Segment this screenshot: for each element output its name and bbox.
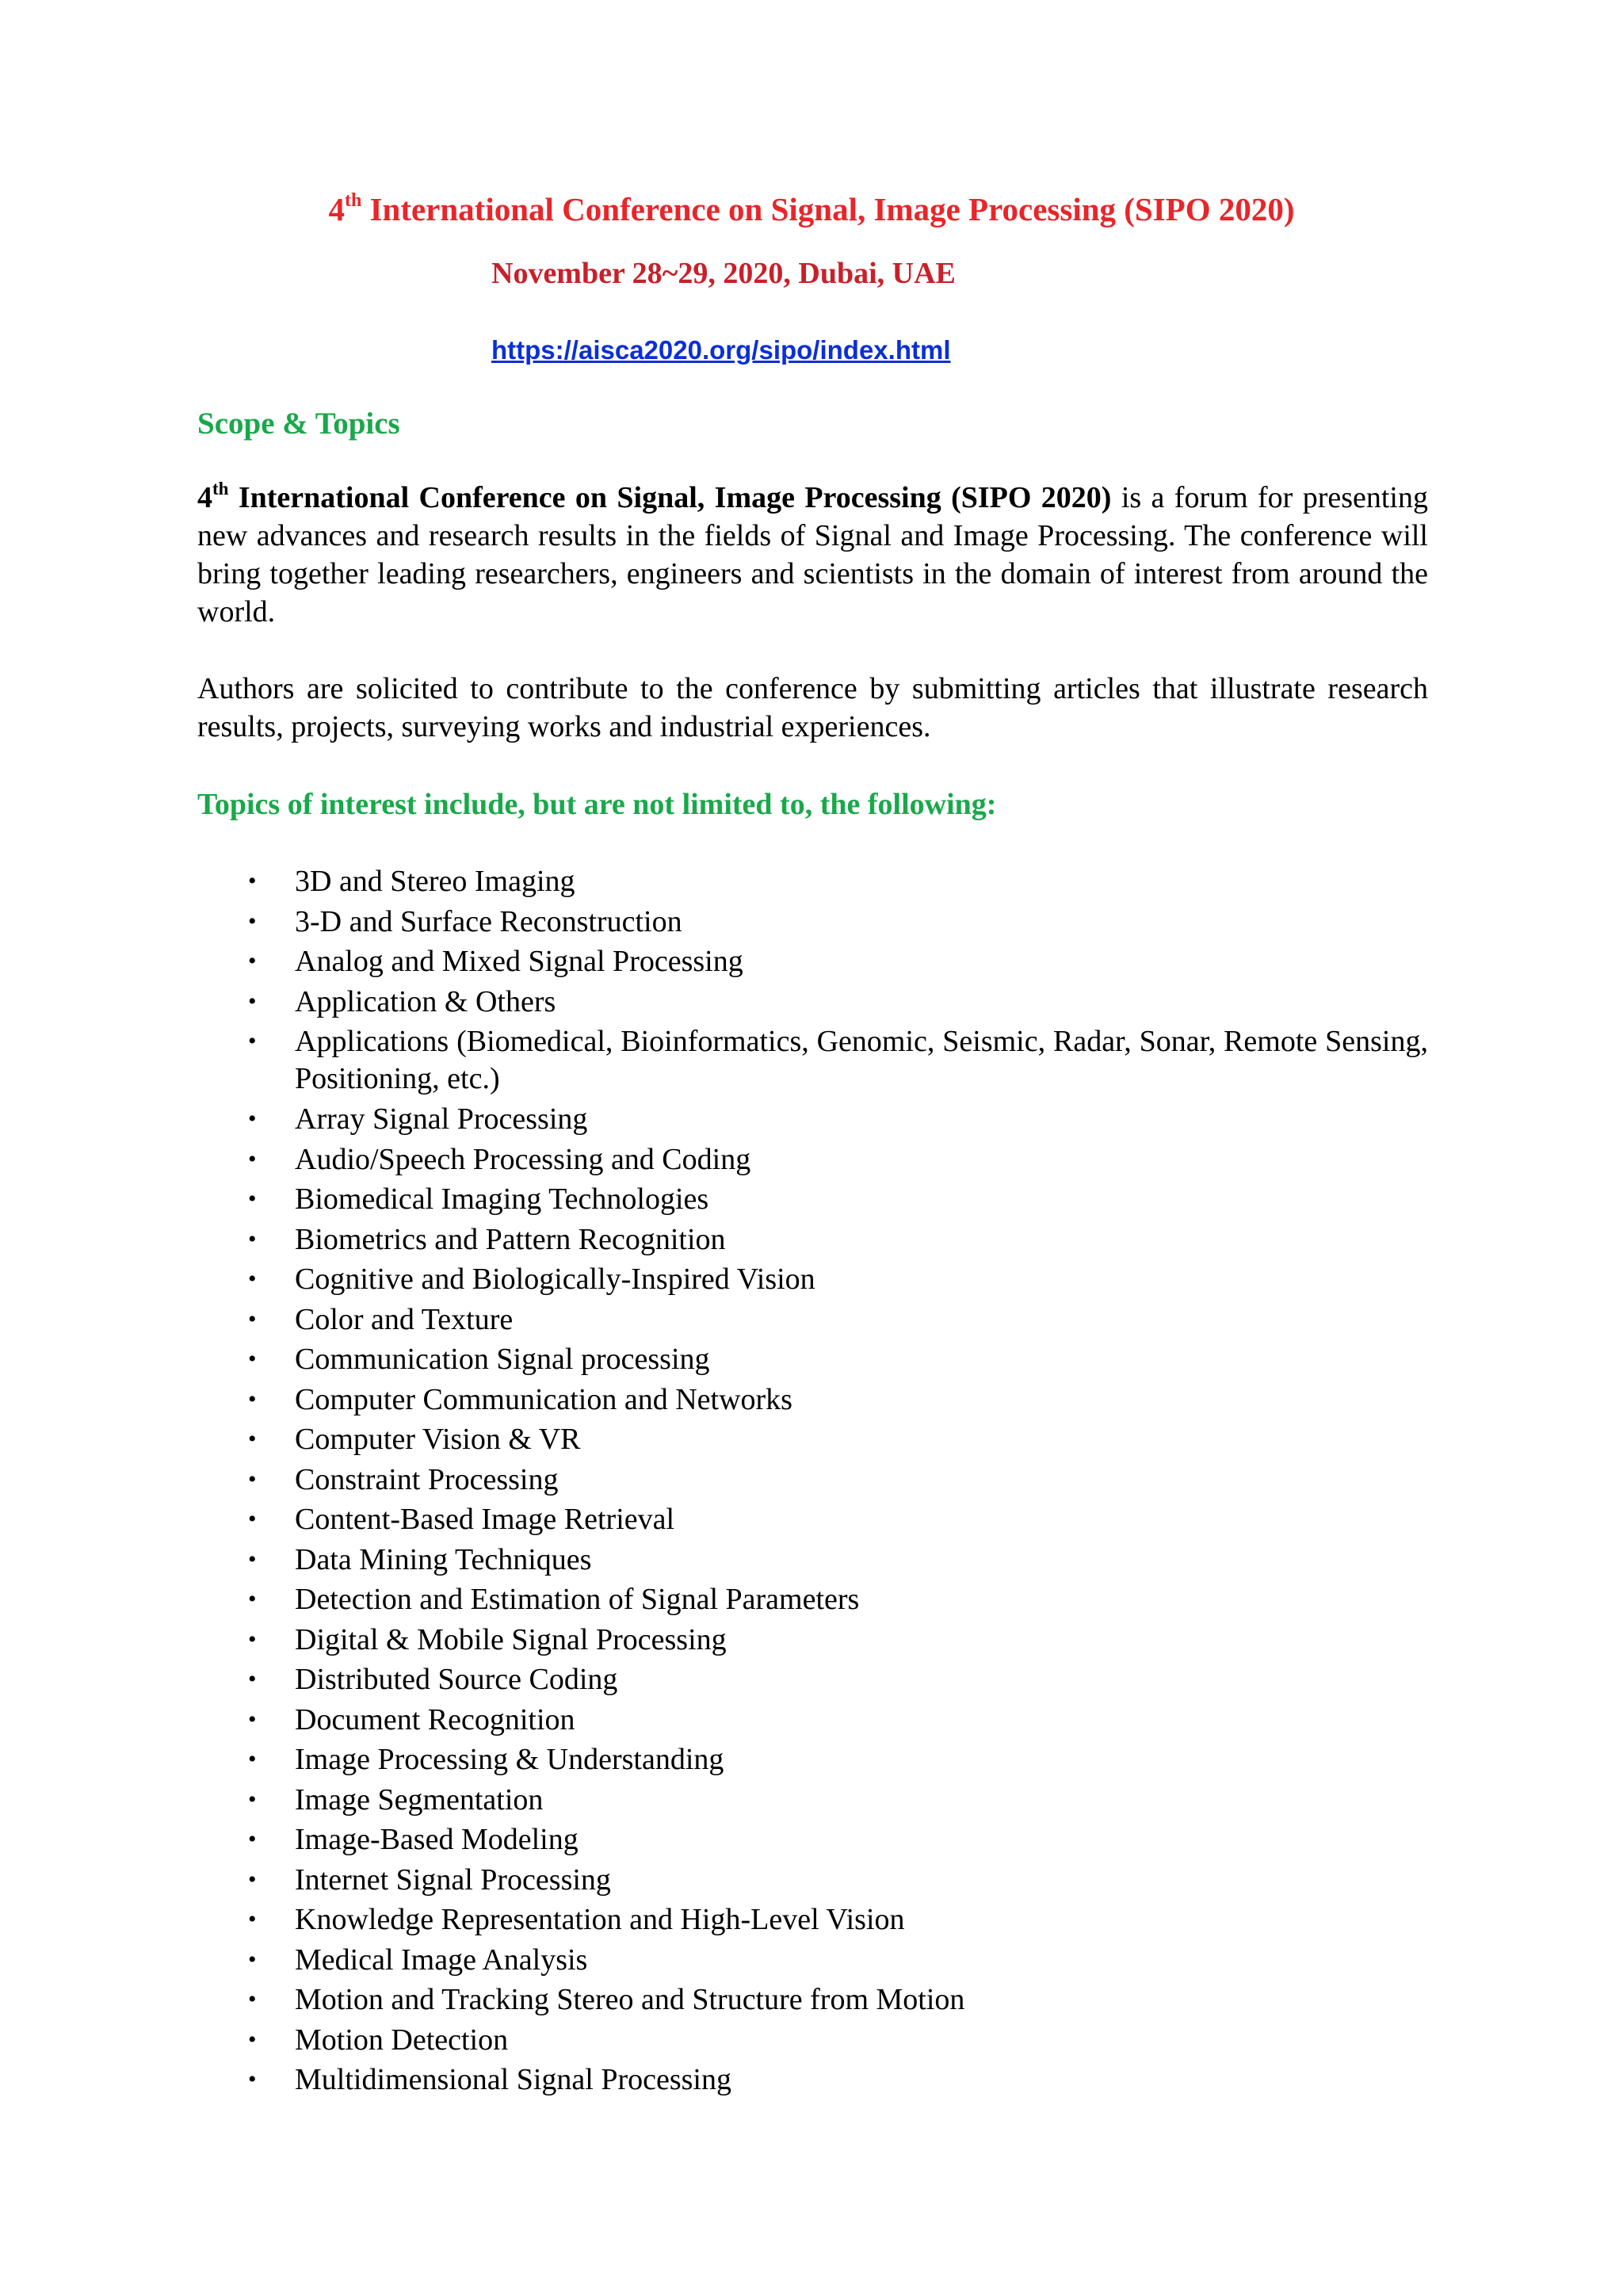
topic-item	[197, 1940, 1428, 1981]
topic-item	[197, 1339, 1428, 1380]
topic-text: Constraint Processing	[295, 1462, 559, 1496]
bullet-icon: •	[248, 907, 257, 934]
bullet-icon: •	[248, 1465, 257, 1492]
topic-item	[197, 1820, 1428, 1860]
intro-title-text: International Conference on Signal, Image Processing (SIPO 2020)	[228, 481, 1112, 514]
bullet-icon: •	[248, 1666, 257, 1692]
topic-text: 3D and Stereo Imaging	[295, 865, 575, 898]
topic-text: Application & Others	[295, 984, 556, 1018]
bullet-icon: •	[248, 1946, 257, 1973]
bullet-icon: •	[248, 1106, 257, 1132]
bullet-icon: •	[248, 1346, 257, 1372]
bullet-icon: •	[248, 2066, 257, 2092]
topic-text: Biometrics and Pattern Recognition	[295, 1222, 726, 1256]
topic-text: Image-Based Modeling	[295, 1823, 579, 1856]
topic-text: 3-D and Surface Reconstruction	[295, 904, 682, 938]
bullet-icon: •	[248, 988, 257, 1014]
topic-item	[197, 942, 1428, 982]
bullet-icon: •	[248, 1746, 257, 1772]
topic-item	[197, 1300, 1428, 1340]
bullet-icon: •	[248, 868, 257, 894]
topics-list	[197, 861, 1428, 2100]
topic-item	[197, 1460, 1428, 1500]
intro-text: is a forum for presenting new advances and research results in the fields of Signal and Image Processing. The conference will bring together leading researchers, engineers and scientists in the domain of interest from around the world.	[197, 481, 1428, 628]
topic-text: Motion and Tracking Stereo and Structure from Motion	[295, 1983, 965, 2016]
topic-text: Color and Texture	[295, 1302, 514, 1336]
topic-text: Computer Vision & VR	[295, 1423, 581, 1456]
topic-item	[197, 1022, 1428, 1099]
topic-text: Medical Image Analysis	[295, 1943, 588, 1977]
topic-item	[197, 1179, 1428, 1220]
topic-item	[197, 1620, 1428, 1660]
bullet-icon: •	[248, 1706, 257, 1733]
bullet-icon: •	[248, 1826, 257, 1852]
title-superscript: th	[344, 190, 362, 211]
topic-item	[197, 1780, 1428, 1820]
bullet-icon: •	[248, 1626, 257, 1652]
topic-text: Audio/Speech Processing and Coding	[295, 1142, 751, 1176]
topic-text: Array Signal Processing	[295, 1102, 588, 1136]
topic-text: Document Recognition	[295, 1702, 575, 1736]
topic-text: Content-Based Image Retrieval	[295, 1503, 675, 1536]
topic-text: Digital & Mobile Signal Processing	[295, 1622, 727, 1656]
topic-text: Computer Communication and Networks	[295, 1382, 792, 1416]
topic-item	[197, 2020, 1428, 2061]
topic-text: Analog and Mixed Signal Processing	[295, 945, 743, 978]
topic-item	[197, 1499, 1428, 1540]
bullet-icon: •	[248, 1866, 257, 1893]
bullet-icon: •	[248, 1385, 257, 1412]
topic-item	[197, 2060, 1428, 2100]
intro-paragraph	[197, 479, 1428, 631]
conference-title	[0, 190, 1623, 228]
bullet-icon: •	[248, 1786, 257, 1813]
conference-date-location: November 28~29, 2020, Dubai, UAE	[491, 257, 956, 290]
topic-item	[197, 1380, 1428, 1420]
bullet-icon: •	[248, 1986, 257, 2012]
bullet-icon: •	[248, 1028, 257, 1054]
topic-text: Applications (Biomedical, Bioinformatics, Genomic, Seismic, Radar, Sonar, Remote Sensing, Positioning, etc.)	[295, 1025, 1428, 1095]
intro-title-number: 4	[197, 481, 212, 514]
topic-item	[197, 1540, 1428, 1580]
topic-item	[197, 861, 1428, 902]
topic-text: Distributed Source Coding	[295, 1663, 618, 1696]
bullet-icon: •	[248, 1426, 257, 1452]
authors-paragraph: Authors are solicited to contribute to the conference by submitting articles that illustrate research results, projects, surveying works and industrial experiences.	[197, 672, 1428, 743]
topic-item	[197, 1980, 1428, 2020]
topic-item	[197, 1259, 1428, 1300]
topics-heading: Topics of interest include, but are not limited to, the following:	[197, 788, 997, 821]
topic-item	[197, 1140, 1428, 1180]
bullet-icon: •	[248, 1186, 257, 1212]
topic-item	[197, 1740, 1428, 1780]
bullet-icon: •	[248, 1506, 257, 1532]
scope-heading: Scope & Topics	[197, 407, 400, 441]
conference-url-link[interactable]: https://aisca2020.org/sipo/index.html	[491, 335, 951, 365]
topic-item	[197, 1419, 1428, 1460]
topic-text: Image Processing & Understanding	[295, 1743, 724, 1776]
topic-text: Image Segmentation	[295, 1782, 544, 1817]
topic-item	[197, 1099, 1428, 1140]
topic-item	[197, 1700, 1428, 1740]
topic-text: Knowledge Representation and High-Level Vision	[295, 1903, 905, 1936]
intro-bold-title	[197, 481, 1111, 514]
topic-text: Internet Signal Processing	[295, 1862, 611, 1897]
bullet-icon: •	[248, 1906, 257, 1932]
topic-text: Detection and Estimation of Signal Parameters	[295, 1583, 860, 1616]
topic-text: Cognitive and Biologically-Inspired Vision	[295, 1263, 815, 1296]
title-text: International Conference on Signal, Image Processing (SIPO 2020)	[361, 191, 1295, 227]
bullet-icon: •	[248, 1266, 257, 1292]
topic-text: Multidimensional Signal Processing	[295, 2063, 731, 2096]
topic-item	[197, 902, 1428, 942]
topic-item	[197, 1580, 1428, 1620]
bullet-icon: •	[248, 948, 257, 974]
intro-title-superscript: th	[212, 479, 229, 499]
bullet-icon: •	[248, 2026, 257, 2053]
topic-item	[197, 1220, 1428, 1260]
topic-item	[197, 1900, 1428, 1940]
bullet-icon: •	[248, 1305, 257, 1332]
topic-text: Biomedical Imaging Technologies	[295, 1182, 709, 1216]
bullet-icon: •	[248, 1225, 257, 1252]
bullet-icon: •	[248, 1545, 257, 1572]
topic-text: Motion Detection	[295, 2023, 509, 2057]
bullet-icon: •	[248, 1586, 257, 1612]
bullet-icon: •	[248, 1145, 257, 1172]
topic-text: Communication Signal processing	[295, 1343, 710, 1376]
topic-item	[197, 1860, 1428, 1901]
title-number: 4	[328, 191, 345, 227]
topic-item	[197, 1660, 1428, 1700]
topic-item	[197, 982, 1428, 1022]
topic-text: Data Mining Techniques	[295, 1542, 592, 1576]
